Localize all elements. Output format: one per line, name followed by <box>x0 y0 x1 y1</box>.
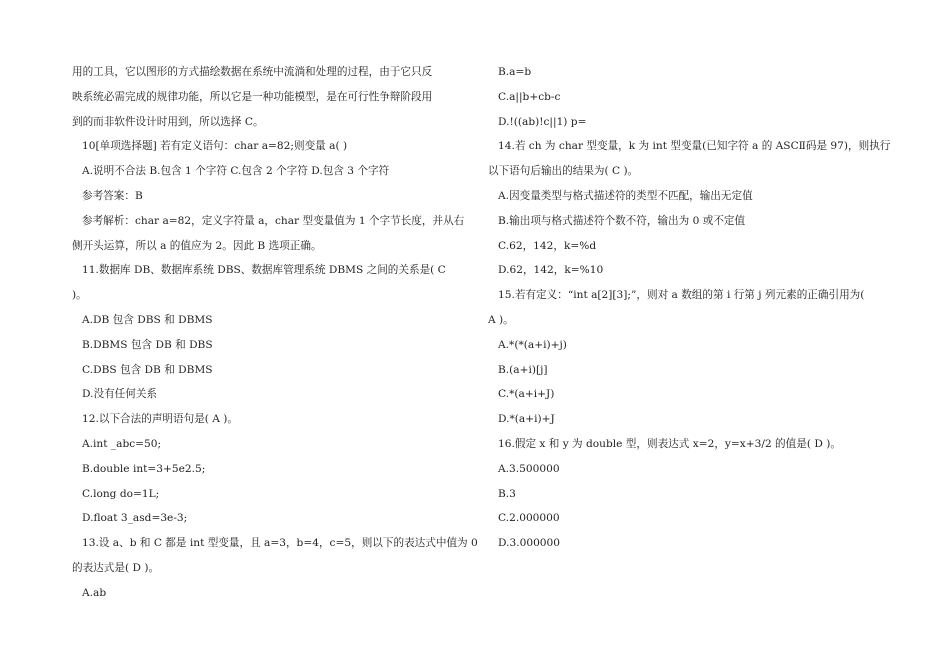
right-text-line: B.(a+i)[j] <box>498 363 548 376</box>
right-text-line: C.2.000000 <box>498 512 560 525</box>
left-text-line: 12.以下合法的声明语句是( A )。 <box>82 413 239 426</box>
left-text-line: C.DBS 包含 DB 和 DBMS <box>82 363 213 376</box>
right-text-line: A.3.500000 <box>498 462 560 475</box>
right-text-line: C.62，142，k=%d <box>498 239 597 252</box>
left-text-line: 11.数据库 DB、数据库系统 DBS、数据库管理系统 DBMS 之间的关系是( C <box>82 264 446 277</box>
left-text-line: 13.设 a、b 和 C 都是 int 型变量，且 a=3，b=4，c=5，则以下的表达式中值为 0 <box>82 537 478 550</box>
right-text-line: A )。 <box>488 313 514 326</box>
left-text-line: A.说明不合法 B.包含 1 个字符 C.包含 2 个字符 D.包含 3 个字符 <box>82 165 390 178</box>
right-text-line: B.输出项与格式描述符个数不符，输出为 0 或不定值 <box>498 214 746 227</box>
right-text-line: 16.假定 x 和 y 为 double 型，则表达式 x=2，y=x+3/2 的值是( D )。 <box>498 437 841 450</box>
left-text-line: A.int _abc=50; <box>82 437 162 450</box>
right-text-line: C.*(a+i+J) <box>498 388 555 401</box>
left-text-line: D.float 3_asd=3e-3; <box>82 512 188 525</box>
left-text-line: A.DB 包含 DBS 和 DBMS <box>82 313 213 326</box>
left-text-line: B.DBMS 包含 DB 和 DBS <box>82 338 213 351</box>
left-text-line: B.double int=3+5e2.5; <box>82 462 206 475</box>
left-text-line: A.ab <box>82 586 107 599</box>
left-text-line: 映系统必需完成的规律功能，所以它是一种功能模型，是在可行性争辩阶段用 <box>72 90 433 103</box>
left-text-line: D.没有任何关系 <box>82 388 158 401</box>
right-text-line: D.62，142，k=%10 <box>498 264 604 277</box>
left-text-line: 10[单项选择题] 若有定义语句：char a=82;则变量 a( ) <box>82 140 348 153</box>
right-text-line: A.因变量类型与格式描述符的类型不匹配，输出无定值 <box>498 189 753 202</box>
left-text-line: )。 <box>72 289 87 302</box>
left-text-line: 侧开头运算，所以 a 的值应为 2。因此 B 选项正确。 <box>72 239 322 252</box>
right-text-line: B.3 <box>498 487 516 500</box>
right-text-line: D.!((ab)!c||1) p= <box>498 115 587 128</box>
right-text-line: 14.若 ch 为 char 型变量，k 为 int 型变量(已知字符 a 的 ASCⅡ码是 97)，则执行 <box>498 140 891 153</box>
left-column <box>72 60 478 606</box>
left-text-line: 参考解析：char a=82，定义字符量 a，char 型变量值为 1 个字节长度，并从右 <box>82 214 465 227</box>
right-text-line: C.a||b+cb-c <box>498 90 561 103</box>
right-text-line: A.*(*(a+i)+j) <box>498 338 567 351</box>
left-text-line: 参考答案：B <box>82 189 143 202</box>
right-column <box>488 60 891 556</box>
right-text-line: 15.若有定义：“int a[2][3];”，则对 a 数组的第 i 行第 j 列元素的正确引用为( <box>498 289 865 302</box>
left-text-line: 到的而非软件设计时用到，所以选择 C。 <box>72 115 264 128</box>
right-text-line: D.*(a+i)+J <box>498 413 555 426</box>
left-text-line: C.long do=1L; <box>82 487 160 500</box>
right-text-line: D.3.000000 <box>498 537 561 550</box>
right-text-line: 以下语句后输出的结果为( C )。 <box>488 165 639 178</box>
left-text-line: 用的工具，它以图形的方式描绘数据在系统中流淌和处理的过程，由于它只反 <box>72 66 433 78</box>
right-text-line: B.a=b <box>498 66 532 78</box>
left-text-line: 的表达式是( D )。 <box>72 561 160 574</box>
